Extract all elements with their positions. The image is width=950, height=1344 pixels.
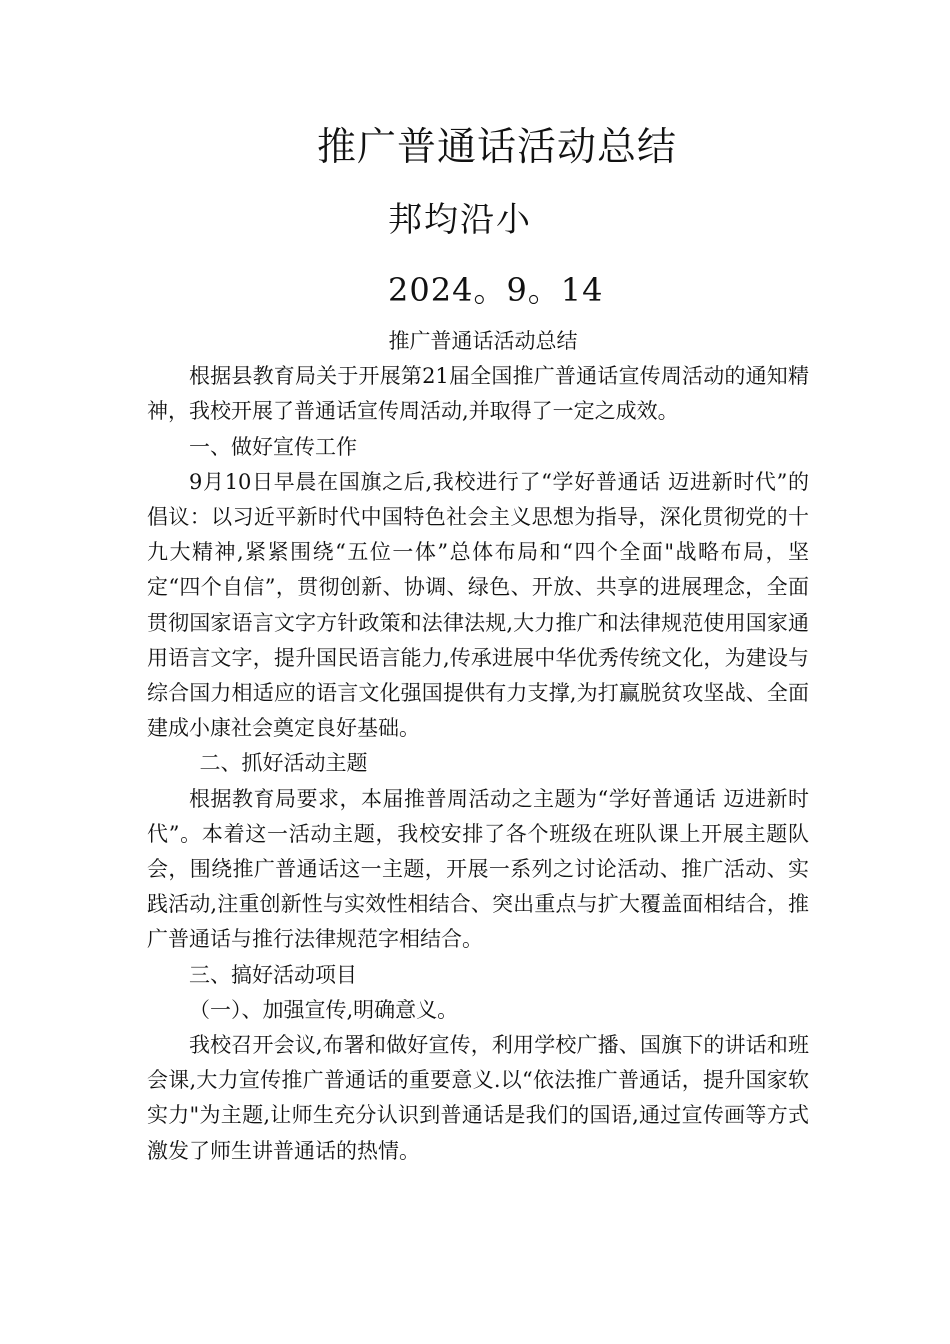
section-heading-projects: 三、搞好活动项目 <box>189 962 357 987</box>
document-body <box>147 324 809 1169</box>
document-date: 2024。9。14 <box>388 271 604 309</box>
body-subtitle: 推广普通话活动总结 <box>388 329 578 353</box>
school-name: 邦均沿小 <box>388 200 532 240</box>
promotion-paragraph: 我校召开会议,布署和做好宣传，利用学校广播、国旗下的讲话和班会课,大力宣传推广普通话的重要意义.以“依法推广普通话，提升国家软实力"为主题,让师生充分认识到普通话是我们的国语,通过宣传画等方式激发了师生讲普通话的热情。 <box>147 1033 809 1163</box>
theme-paragraph: 根据教育局要求，本届推普周活动之主题为“学好普通话 迈进新时代”。本着这一活动主题，我校安排了各个班级在班队课上开展主题队会，围绕推广普通话这一主题，开展一系列之讨论活动、推广活动、实践活动,注重创新性与实效性相结合、突出重点与扩大覆盖面相结合，推广普通话与推行法律规范字相结合。 <box>147 786 809 952</box>
intro-paragraph: 根据县教育局关于开展第21届全国推广普通话宣传周活动的通知精神，我校开展了普通话宣传周活动,并取得了一定之成效。 <box>147 364 809 424</box>
section-heading-theme: 二、抓好活动主题 <box>199 751 368 776</box>
document-title: 推广普通话活动总结 <box>316 125 677 170</box>
section-heading-publicity: 一、做好宣传工作 <box>189 434 357 459</box>
publicity-paragraph: 9月10日早晨在国旗之后,我校进行了“学好普通话 迈进新时代”的倡议：以习近平新时代中国特色社会主义思想为指导，深化贯彻党的十九大精神,紧紧围绕“五位一体”总体布局和“四个全面"战略布局，坚定“四个自信”，贯彻创新、协调、绿色、开放、共享的进展理念，全面贯彻国家语言文字方针政策和法律法规,大力推广和法律规范使用国家通用语言文字，提升国民语言能力,传承进展中华优秀传统文化，为建设与综合国力相适应的语言文化强国提供有力支撑,为打赢脱贫攻坚战、全面建成小康社会奠定良好基础。 <box>147 469 809 741</box>
subsection-heading-promotion: （一）、加强宣传,明确意义。 <box>189 997 459 1022</box>
